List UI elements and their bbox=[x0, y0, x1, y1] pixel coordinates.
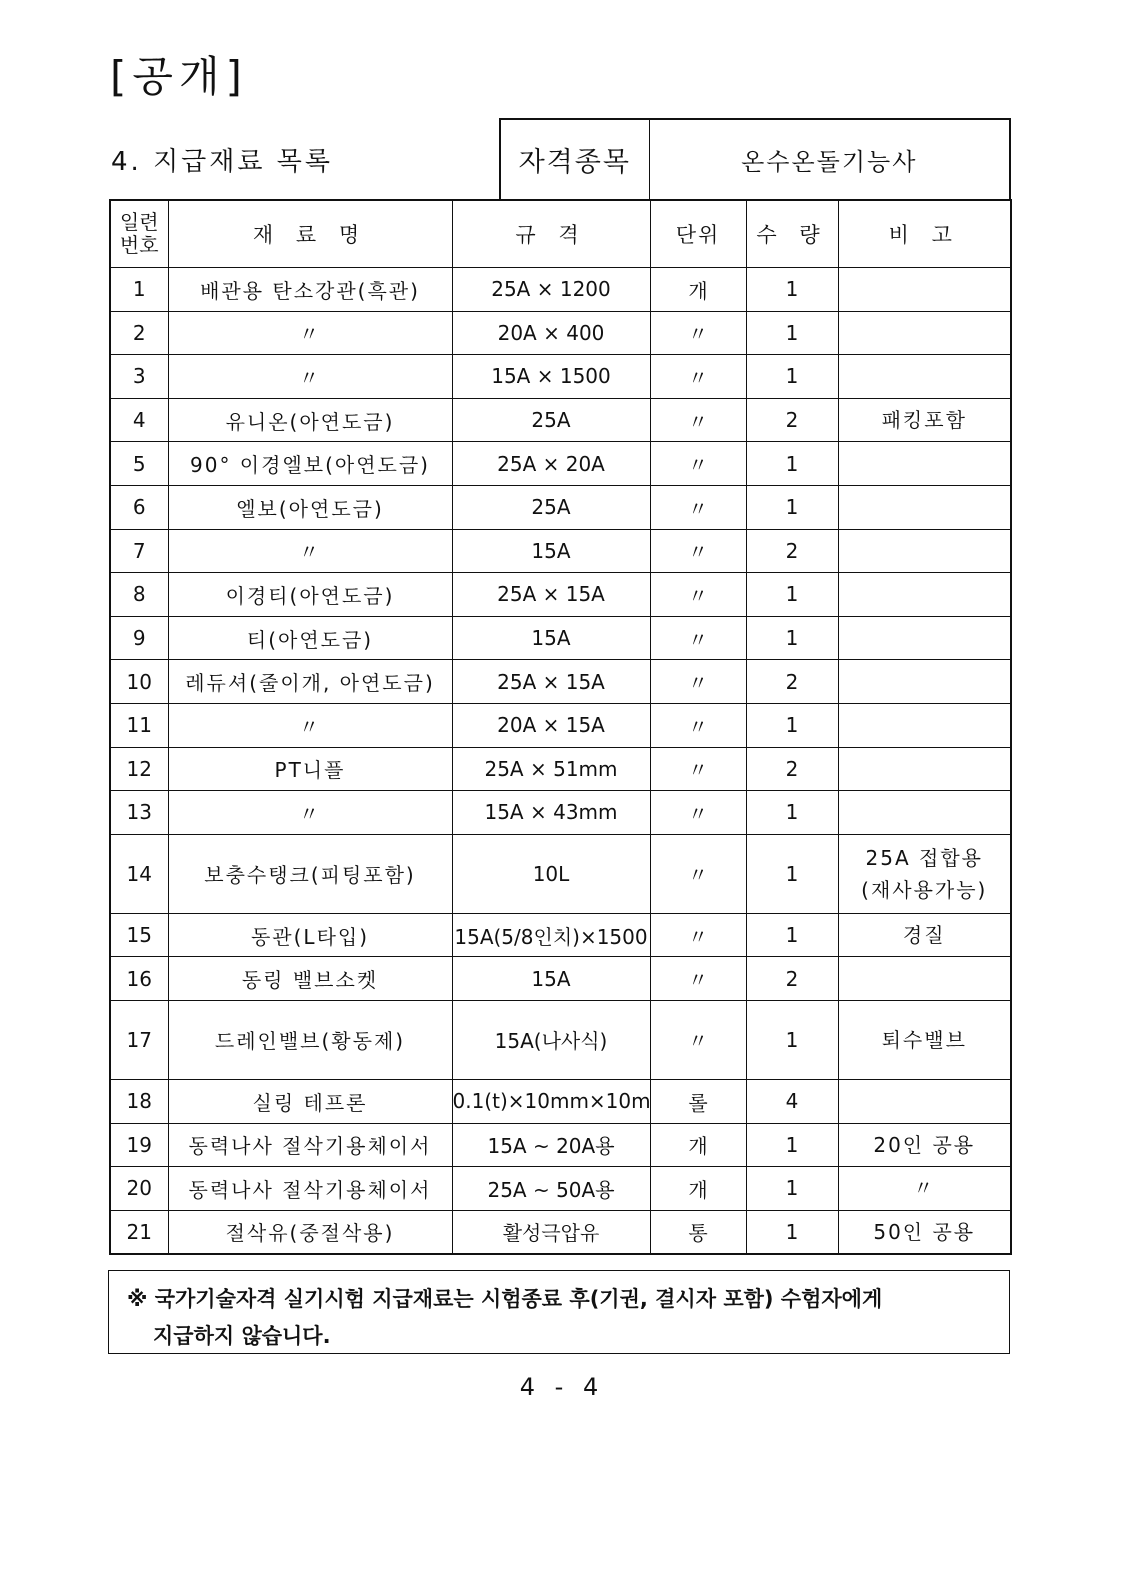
page-number: 4 - 4 bbox=[519, 1373, 605, 1401]
row-name: 이경티(아연도금) bbox=[168, 573, 452, 617]
row-unit: 〃 bbox=[650, 834, 746, 913]
row-spec: 20A × 400 bbox=[452, 311, 650, 355]
row-note bbox=[838, 398, 1011, 442]
row-no: 9 bbox=[110, 616, 168, 660]
row-no: 13 bbox=[110, 791, 168, 835]
row-note-line1: 경질 bbox=[902, 923, 946, 948]
row-qty: 1 bbox=[746, 913, 838, 957]
row-note bbox=[838, 957, 1011, 1001]
row-qty: 1 bbox=[746, 703, 838, 747]
row-note bbox=[838, 834, 1011, 913]
row-name: 〃 bbox=[168, 355, 452, 399]
row-name: 절삭유(중절삭용) bbox=[168, 1210, 452, 1254]
row-no: 10 bbox=[110, 660, 168, 704]
table-row bbox=[110, 485, 1011, 529]
row-spec: 25A × 15A bbox=[452, 660, 650, 704]
row-spec: 25A × 51mm bbox=[452, 747, 650, 791]
header-no-line1: 일련 bbox=[119, 210, 159, 234]
row-spec: 25A bbox=[452, 398, 650, 442]
row-qty: 1 bbox=[746, 355, 838, 399]
row-unit: 〃 bbox=[650, 573, 746, 617]
row-name: 보충수탱크(피팅포함) bbox=[168, 834, 452, 913]
qualification-label: 자격종목 bbox=[500, 119, 649, 200]
row-spec: 10L bbox=[452, 834, 650, 913]
row-qty: 2 bbox=[746, 398, 838, 442]
row-note-line2: (재사용가능) bbox=[861, 877, 988, 902]
row-name: 〃 bbox=[168, 529, 452, 573]
row-unit: 〃 bbox=[650, 442, 746, 486]
row-note bbox=[838, 1123, 1011, 1167]
row-no: 17 bbox=[110, 1000, 168, 1079]
table-header-row bbox=[110, 200, 1011, 268]
header-unit: 단위 bbox=[650, 200, 746, 268]
row-note bbox=[838, 747, 1011, 791]
row-note bbox=[838, 573, 1011, 617]
row-spec: 25A × 15A bbox=[452, 573, 650, 617]
row-no: 12 bbox=[110, 747, 168, 791]
table-row bbox=[110, 573, 1011, 617]
footnote-line1: ※ 국가기술자격 실기시험 지급재료는 시험종료 후(기권, 결시자 포함) 수험자에게 bbox=[127, 1287, 883, 1311]
row-unit: 〃 bbox=[650, 791, 746, 835]
row-name: 배관용 탄소강관(흑관) bbox=[168, 268, 452, 312]
row-no: 16 bbox=[110, 957, 168, 1001]
row-qty: 1 bbox=[746, 485, 838, 529]
row-no: 2 bbox=[110, 311, 168, 355]
row-no: 21 bbox=[110, 1210, 168, 1254]
table-row bbox=[110, 529, 1011, 573]
row-unit: 통 bbox=[650, 1210, 746, 1254]
row-spec: 20A × 15A bbox=[452, 703, 650, 747]
row-unit: 개 bbox=[650, 1123, 746, 1167]
row-name: 유니온(아연도금) bbox=[168, 398, 452, 442]
row-spec: 25A × 20A bbox=[452, 442, 650, 486]
header-no-line2: 번호 bbox=[119, 233, 159, 257]
table-row bbox=[110, 442, 1011, 486]
row-note-line1: 퇴수밸브 bbox=[881, 1027, 967, 1052]
row-spec: 25A ~ 50A용 bbox=[452, 1167, 650, 1211]
row-no: 4 bbox=[110, 398, 168, 442]
row-unit: 〃 bbox=[650, 1000, 746, 1079]
row-spec: 활성극압유 bbox=[452, 1210, 650, 1254]
row-no: 14 bbox=[110, 834, 168, 913]
table-row bbox=[110, 957, 1011, 1001]
row-name: 90° 이경엘보(아연도금) bbox=[168, 442, 452, 486]
table-row bbox=[110, 834, 1011, 913]
row-note bbox=[838, 1167, 1011, 1211]
row-name: 동력나사 절삭기용체이서 bbox=[168, 1123, 452, 1167]
row-unit: 〃 bbox=[650, 747, 746, 791]
row-unit: 〃 bbox=[650, 660, 746, 704]
row-unit: 〃 bbox=[650, 311, 746, 355]
row-unit: 〃 bbox=[650, 957, 746, 1001]
header-note: 비 고 bbox=[838, 200, 1011, 268]
table-row bbox=[110, 747, 1011, 791]
row-spec: 15A × 1500 bbox=[452, 355, 650, 399]
table-row bbox=[110, 355, 1011, 399]
row-note-line1: 패킹포함 bbox=[881, 408, 967, 433]
row-qty: 1 bbox=[746, 268, 838, 312]
row-note-line1: 50인 공용 bbox=[873, 1219, 976, 1244]
row-unit: 〃 bbox=[650, 398, 746, 442]
row-name: PT니플 bbox=[168, 747, 452, 791]
row-qty: 1 bbox=[746, 442, 838, 486]
row-no: 20 bbox=[110, 1167, 168, 1211]
row-qty: 2 bbox=[746, 660, 838, 704]
table-row bbox=[110, 1123, 1011, 1167]
row-note bbox=[838, 913, 1011, 957]
row-qty: 1 bbox=[746, 834, 838, 913]
row-no: 19 bbox=[110, 1123, 168, 1167]
row-note bbox=[838, 660, 1011, 704]
row-note bbox=[838, 485, 1011, 529]
row-qty: 4 bbox=[746, 1079, 838, 1123]
row-name: 동링 밸브소켓 bbox=[168, 957, 452, 1001]
row-note bbox=[838, 311, 1011, 355]
row-unit: 〃 bbox=[650, 529, 746, 573]
row-spec: 15A × 43mm bbox=[452, 791, 650, 835]
row-unit: 〃 bbox=[650, 485, 746, 529]
row-name: 〃 bbox=[168, 703, 452, 747]
row-no: 18 bbox=[110, 1079, 168, 1123]
row-note bbox=[838, 355, 1011, 399]
row-note bbox=[838, 442, 1011, 486]
header-no bbox=[110, 200, 168, 268]
row-no: 1 bbox=[110, 268, 168, 312]
table-row bbox=[110, 1167, 1011, 1211]
row-no: 15 bbox=[110, 913, 168, 957]
header-name: 재 료 명 bbox=[168, 200, 452, 268]
row-no: 3 bbox=[110, 355, 168, 399]
row-note bbox=[838, 1079, 1011, 1123]
row-note bbox=[838, 616, 1011, 660]
row-note bbox=[838, 791, 1011, 835]
row-no: 8 bbox=[110, 573, 168, 617]
row-spec: 15A bbox=[452, 957, 650, 1001]
row-no: 6 bbox=[110, 485, 168, 529]
row-name: 〃 bbox=[168, 311, 452, 355]
table-row bbox=[110, 703, 1011, 747]
table-row bbox=[110, 1079, 1011, 1123]
row-unit: 〃 bbox=[650, 355, 746, 399]
footnote-line2: 지급하지 않습니다. bbox=[153, 1324, 331, 1348]
row-spec: 15A(나사식) bbox=[452, 1000, 650, 1079]
row-spec: 15A bbox=[452, 529, 650, 573]
materials-table bbox=[109, 199, 1012, 1255]
row-name: 실링 테프론 bbox=[168, 1079, 452, 1123]
row-note bbox=[838, 529, 1011, 573]
row-name: 동력나사 절삭기용체이서 bbox=[168, 1167, 452, 1211]
row-qty: 1 bbox=[746, 573, 838, 617]
row-name: 〃 bbox=[168, 791, 452, 835]
header-table bbox=[109, 118, 1011, 201]
row-qty: 1 bbox=[746, 1000, 838, 1079]
row-qty: 1 bbox=[746, 791, 838, 835]
row-unit: 개 bbox=[650, 268, 746, 312]
row-unit: 〃 bbox=[650, 616, 746, 660]
row-unit: 개 bbox=[650, 1167, 746, 1211]
row-unit: 〃 bbox=[650, 703, 746, 747]
row-no: 11 bbox=[110, 703, 168, 747]
row-note-line1: 20인 공용 bbox=[873, 1132, 976, 1157]
row-note bbox=[838, 268, 1011, 312]
row-name: 드레인밸브(황동제) bbox=[168, 1000, 452, 1079]
row-qty: 1 bbox=[746, 1210, 838, 1254]
row-note bbox=[838, 703, 1011, 747]
row-no: 7 bbox=[110, 529, 168, 573]
row-qty: 2 bbox=[746, 957, 838, 1001]
row-name: 레듀셔(줄이개, 아연도금) bbox=[168, 660, 452, 704]
row-qty: 1 bbox=[746, 616, 838, 660]
row-unit: 롤 bbox=[650, 1079, 746, 1123]
table-row bbox=[110, 913, 1011, 957]
row-note-line1: 〃 bbox=[913, 1176, 936, 1201]
row-name: 동관(L타입) bbox=[168, 913, 452, 957]
table-row bbox=[110, 791, 1011, 835]
row-spec: 0.1(t)×10mm×10m bbox=[452, 1079, 650, 1123]
table-row bbox=[110, 616, 1011, 660]
table-row bbox=[110, 1000, 1011, 1079]
table-row bbox=[110, 398, 1011, 442]
row-spec: 25A bbox=[452, 485, 650, 529]
row-spec: 15A bbox=[452, 616, 650, 660]
section-title: 4. 지급재료 목록 bbox=[111, 147, 334, 177]
row-no: 5 bbox=[110, 442, 168, 486]
table-row bbox=[110, 660, 1011, 704]
row-name: 티(아연도금) bbox=[168, 616, 452, 660]
row-qty: 1 bbox=[746, 1123, 838, 1167]
row-name: 엘보(아연도금) bbox=[168, 485, 452, 529]
row-qty: 2 bbox=[746, 529, 838, 573]
row-note-line1: 25A 접합용 bbox=[865, 845, 983, 870]
header-qty: 수 량 bbox=[746, 200, 838, 268]
table-row bbox=[110, 311, 1011, 355]
table-row bbox=[110, 268, 1011, 312]
table-row bbox=[110, 1210, 1011, 1254]
qualification-value: 온수온돌기능사 bbox=[649, 119, 1010, 200]
row-unit: 〃 bbox=[650, 913, 746, 957]
row-spec: 15A(5/8인치)×1500 bbox=[452, 913, 650, 957]
row-qty: 1 bbox=[746, 311, 838, 355]
row-qty: 2 bbox=[746, 747, 838, 791]
header-spec: 규 격 bbox=[452, 200, 650, 268]
row-qty: 1 bbox=[746, 1167, 838, 1211]
public-badge: [공개] bbox=[110, 52, 248, 101]
row-spec: 15A ~ 20A용 bbox=[452, 1123, 650, 1167]
row-note bbox=[838, 1210, 1011, 1254]
row-note bbox=[838, 1000, 1011, 1079]
footnote bbox=[108, 1270, 1010, 1354]
row-spec: 25A × 1200 bbox=[452, 268, 650, 312]
